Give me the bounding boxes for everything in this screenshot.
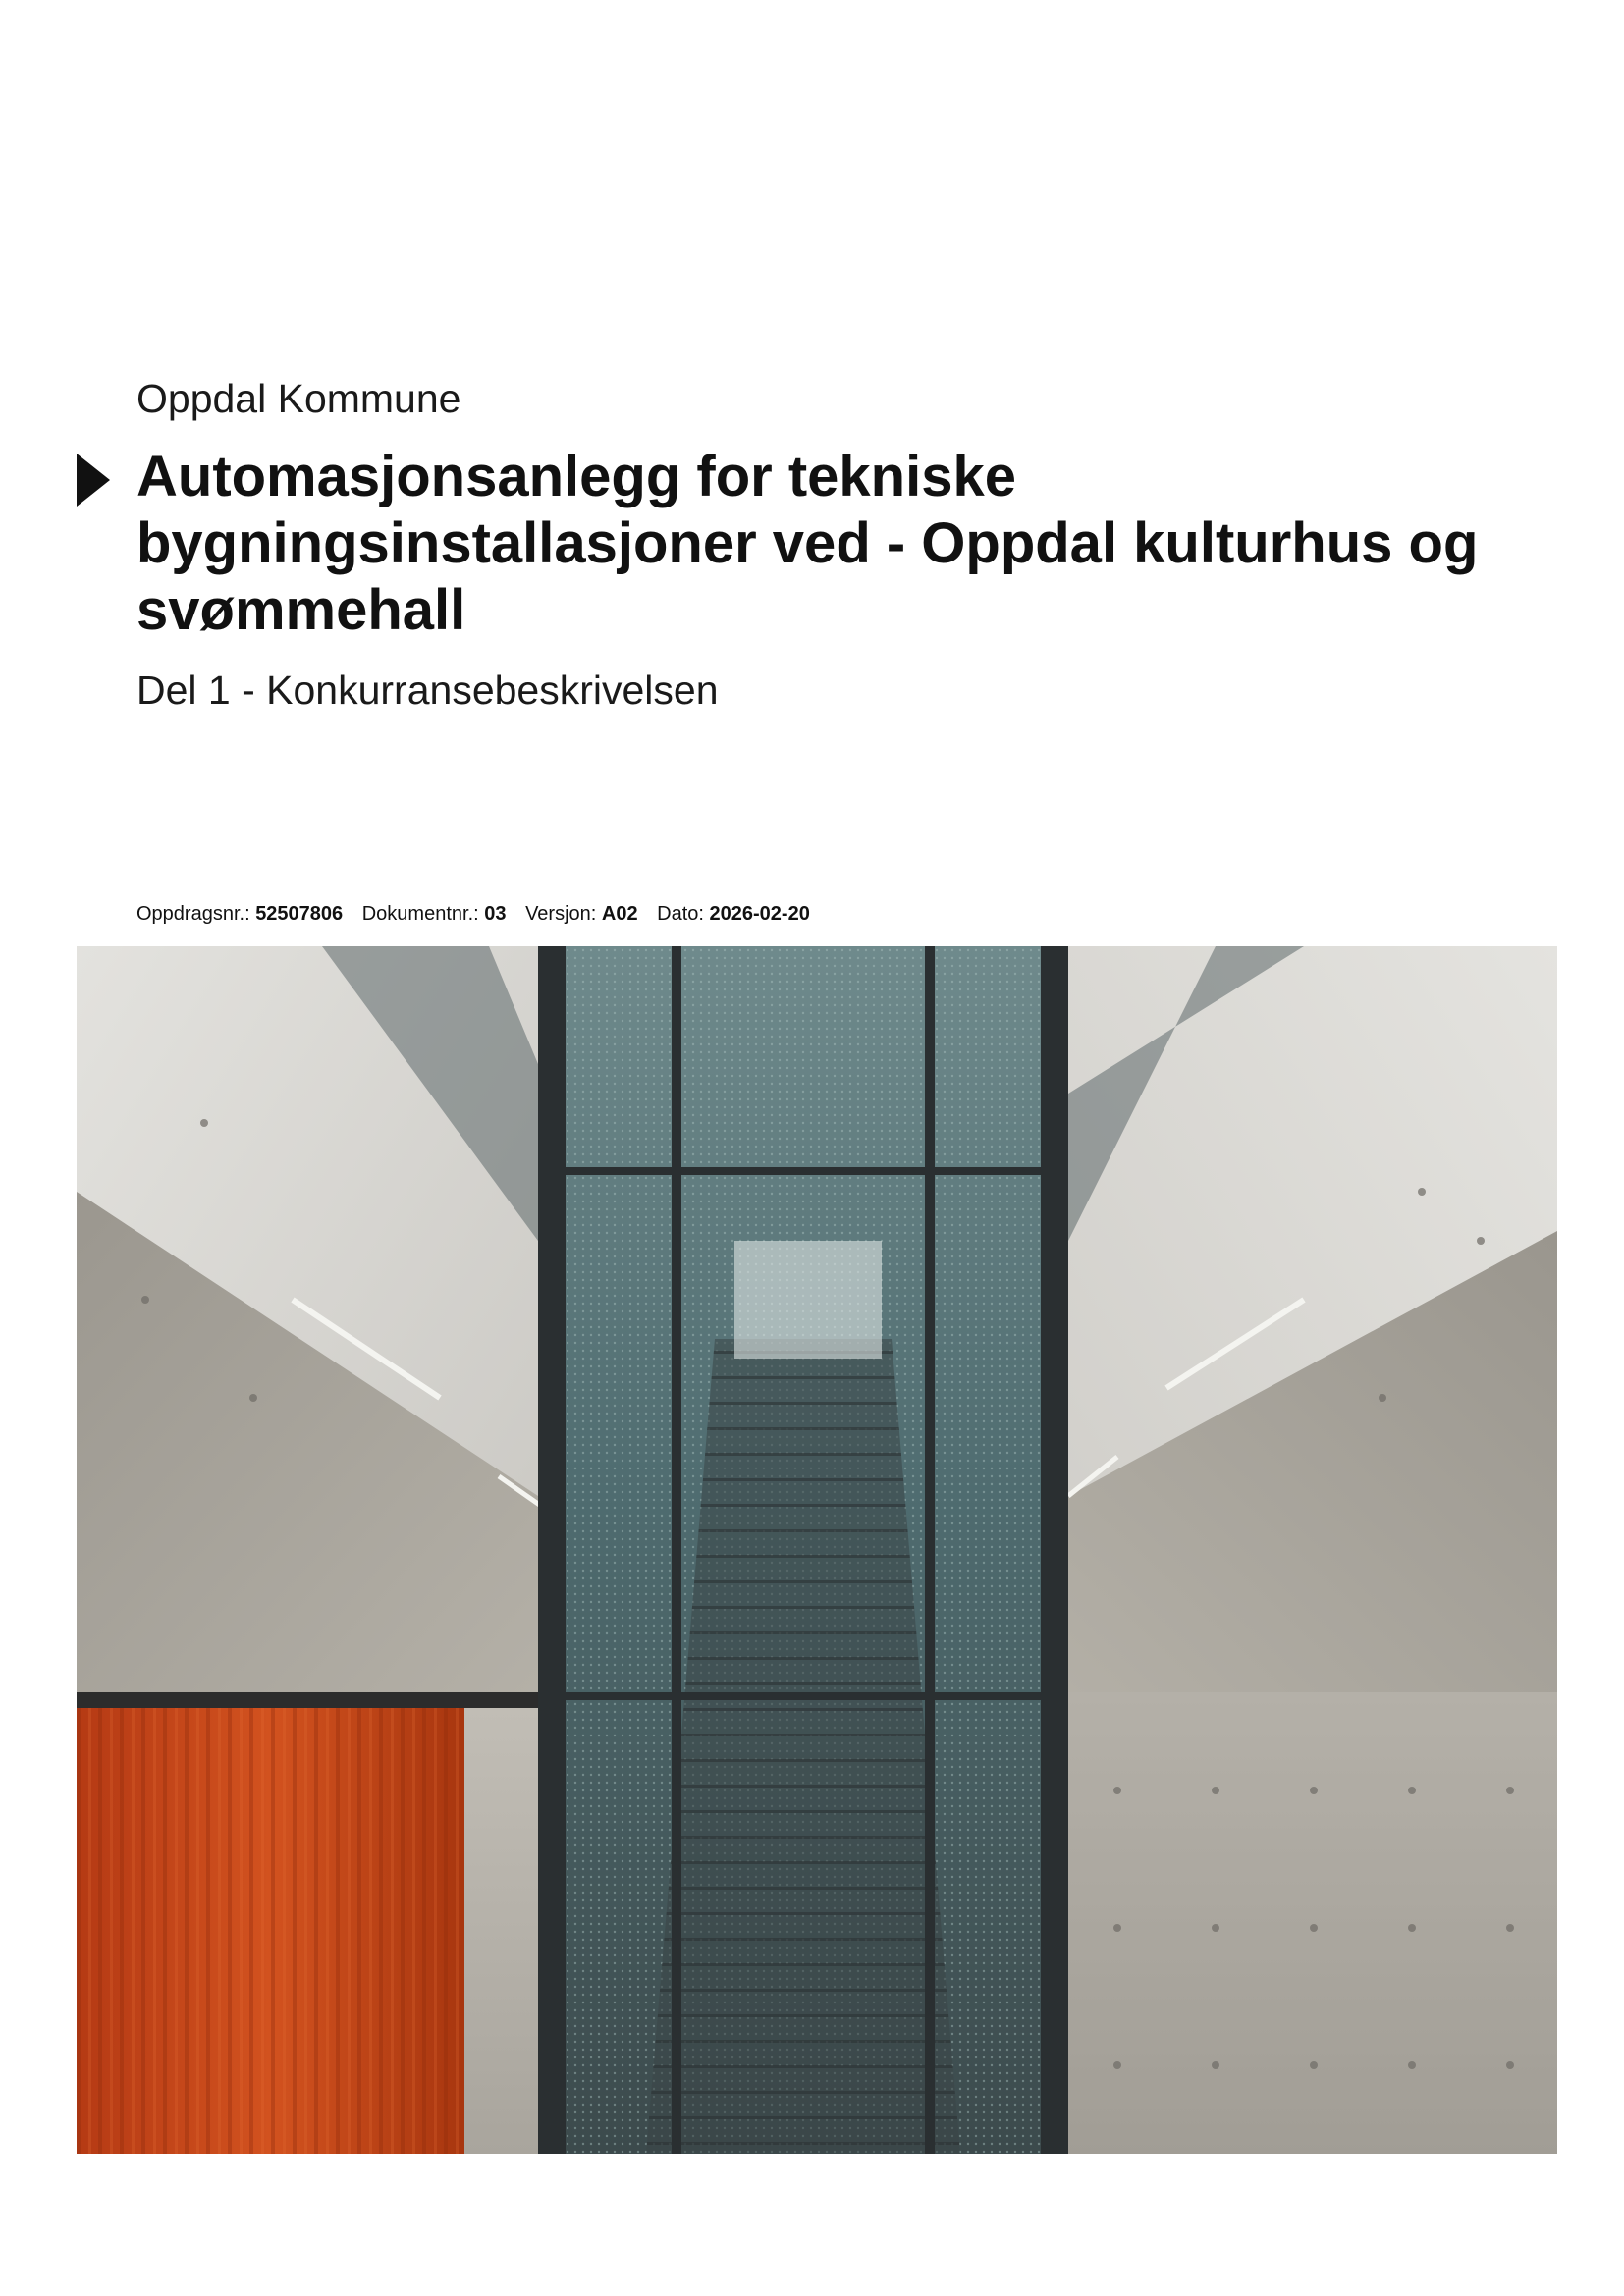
assignment-number-value: 52507806 (255, 903, 344, 925)
document-meta (136, 903, 824, 926)
title-marker-icon (77, 454, 110, 507)
document-title: Automasjonsanlegg for tekniske bygningsinstallasjoner ved - Oppdal kulturhus og svømmehall (136, 445, 1479, 642)
document-number-label: Dokumentnr.: (361, 903, 479, 925)
document-number-value: 03 (484, 903, 507, 925)
client-name: Oppdal Kommune (136, 376, 461, 421)
date (657, 903, 810, 925)
version (525, 903, 643, 925)
version-value: A02 (601, 903, 638, 925)
date-label: Dato: (657, 903, 704, 925)
cover-photo (77, 946, 1557, 2154)
document-number (362, 903, 512, 925)
version-label: Versjon: (525, 903, 597, 925)
assignment-number-label: Oppdragsnr.: (136, 903, 250, 925)
date-value: 2026-02-20 (709, 903, 810, 925)
document-subtitle: Del 1 - Konkurransebeskrivelsen (136, 667, 719, 713)
assignment-number (136, 903, 349, 925)
